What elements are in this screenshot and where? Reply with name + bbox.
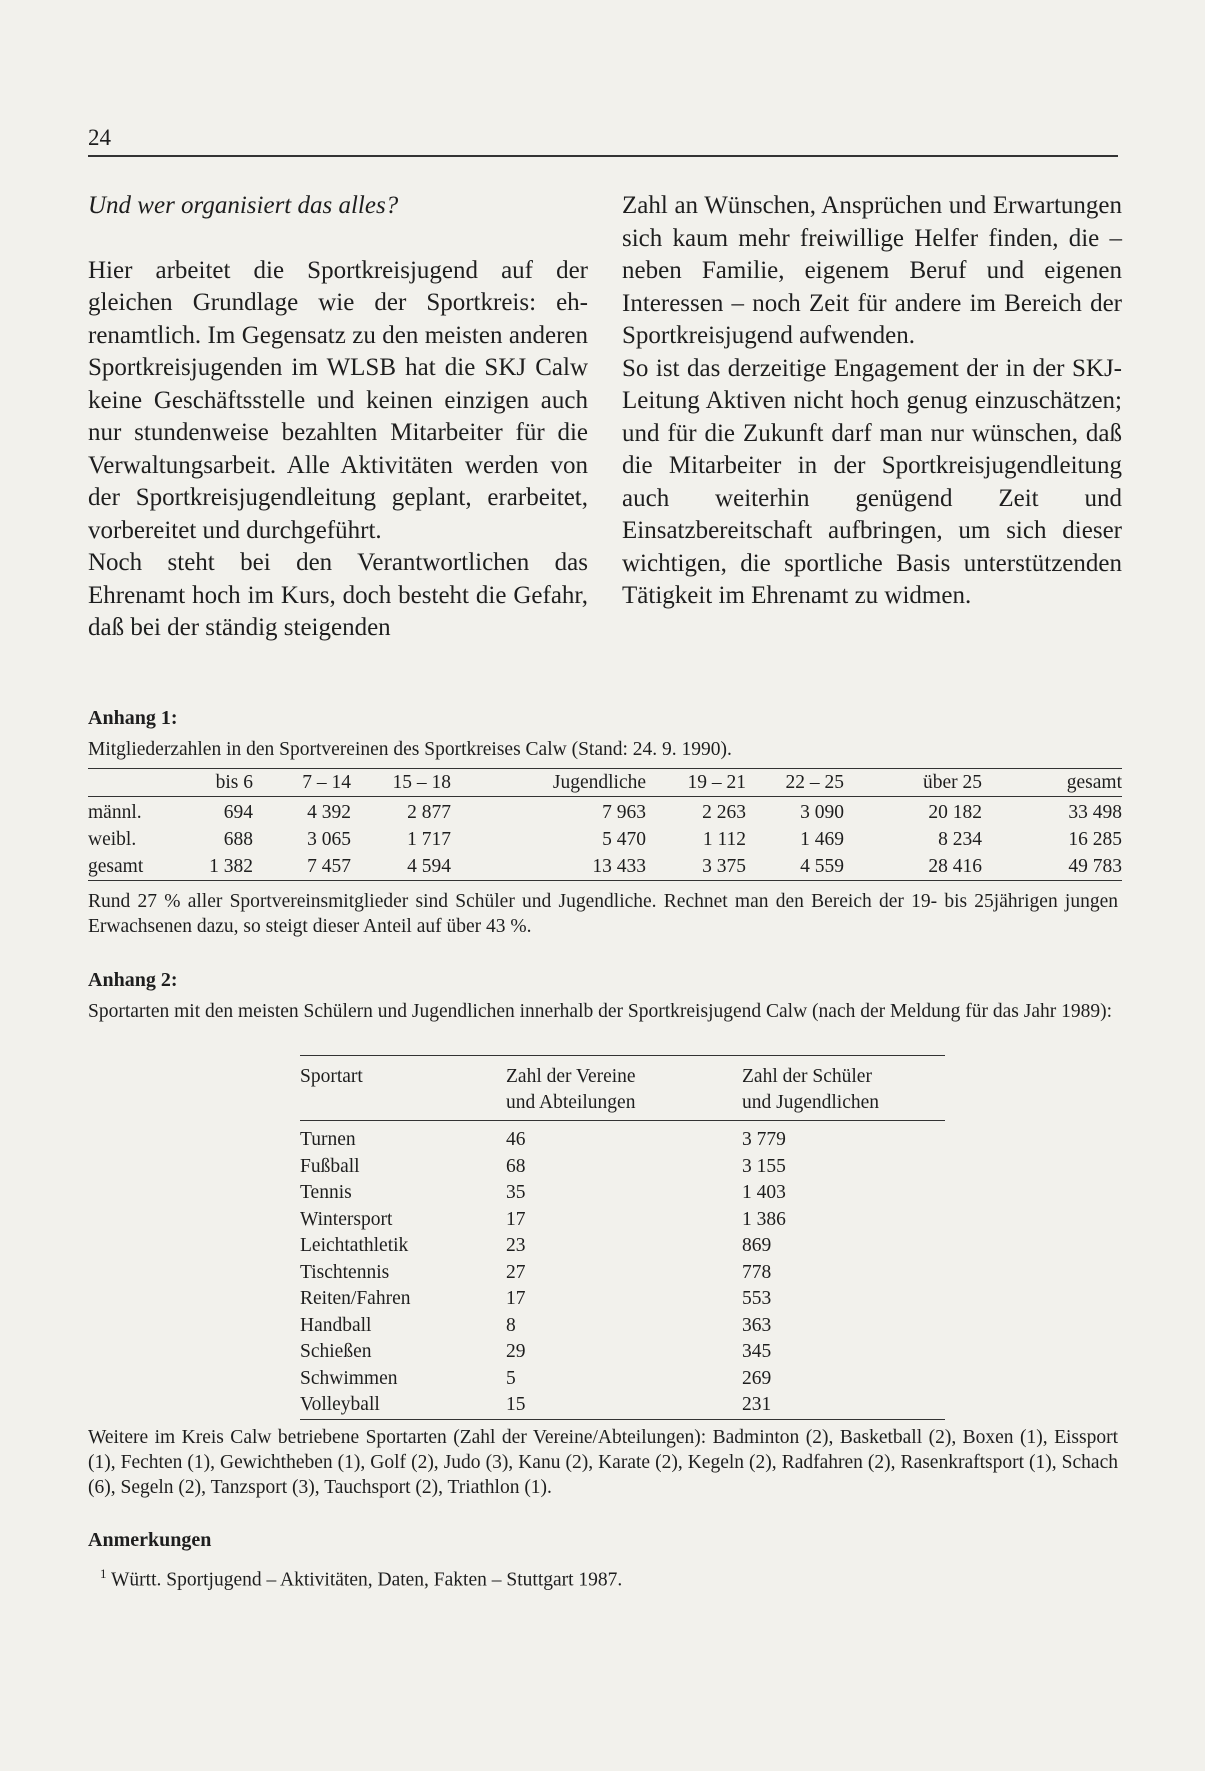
- table-cell: 3 375: [702, 856, 746, 877]
- anmerkungen-section: [88, 1527, 1118, 1593]
- table-row: [300, 1154, 945, 1181]
- table-cell: 3 090: [800, 802, 844, 823]
- header-rule: [88, 155, 1118, 157]
- table-cell: 363: [742, 1314, 772, 1336]
- table-row: [300, 1392, 945, 1419]
- header-vereine: Zahl der Vereine und Abteilungen: [506, 1066, 636, 1113]
- anmerkungen-title: Anmerkungen: [88, 1529, 212, 1551]
- table-cell: 5 470: [602, 829, 646, 850]
- right-paragraph-1: Zahl an Wünschen, Ansprüchen und Erwartungen sich kaum mehr freiwillige Helfer finden, die – neben Familie, eigenem Beruf und eigenen Interessen – noch Zeit für andere im Bereich der Sportkreisjugend aufwenden.: [622, 192, 1122, 349]
- header-cell: 7 – 14: [302, 772, 351, 793]
- table-cell: Handball: [300, 1314, 372, 1336]
- table-row: [88, 826, 1122, 853]
- table-row: [300, 1260, 945, 1287]
- table-cell: Tischtennis: [300, 1261, 390, 1283]
- table-cell: 13 433: [592, 856, 646, 877]
- table-cell: 16 285: [1068, 829, 1122, 850]
- anhang-1-caption: Mitgliederzahlen in den Sportvereinen des Sportkreises Calw (Stand: 24. 9. 1990).: [88, 739, 732, 760]
- table-cell: 7 963: [602, 802, 646, 823]
- anhang-1-title: Anhang 1:: [88, 707, 178, 729]
- table-cell: 1 112: [702, 829, 746, 850]
- table-row: [300, 1121, 945, 1154]
- table-cell: 3 155: [742, 1155, 786, 1177]
- table-cell: weibl.: [88, 829, 137, 850]
- table-cell: 29: [506, 1341, 526, 1362]
- table-cell: 17: [506, 1288, 526, 1309]
- table-cell: 778: [742, 1261, 772, 1283]
- membership-header-row: [88, 769, 1122, 797]
- left-paragraph-1: Hier arbeitet die Sportkreisjugend auf der gleichen Grundlage wie der Sportkreis: ehrenamtlich. Im Gegensatz zu den meisten anderen Sportkreisjugenden im WLSB hat die SKJ Calw keine Geschäftsstelle und keinen einzigen auch nur stundenweise bezahlten Mitarbeiter für die Verwaltungsarbeit. Alle Aktivitäten werden von der Sportkreisjugendleitung geplant, erarbeitet, vorbereitet und durchgeführt.: [88, 256, 588, 544]
- table-cell: 553: [742, 1288, 772, 1309]
- section-heading: Und wer organisiert das alles?: [88, 192, 399, 219]
- table-cell: 3 779: [742, 1129, 786, 1150]
- header-cell: 15 – 18: [392, 772, 451, 793]
- table-cell: 8 234: [938, 829, 982, 850]
- table-cell: 4 559: [800, 856, 844, 877]
- table-cell: Tennis: [300, 1182, 352, 1203]
- table-row: [300, 1207, 945, 1234]
- table-cell: 2 877: [407, 802, 451, 823]
- table-row: [300, 1233, 945, 1260]
- table-cell: 869: [742, 1235, 772, 1256]
- table-cell: 68: [506, 1155, 526, 1177]
- header-cell: über 25: [922, 772, 982, 793]
- table-cell: Leichtathletik: [300, 1235, 409, 1256]
- table-cell: 1 386: [742, 1208, 786, 1230]
- anhang-1-note: Rund 27 % aller Sportvereinsmitglieder sind Schüler und Jugendliche. Rechnet man den Bereich der 19- bis 25jährigen jungen Erwachsenen dazu, so steigt dieser Anteil auf über 43 %.: [88, 891, 1118, 937]
- header-cell: Jugendliche: [552, 772, 646, 793]
- header-cell: bis 6: [215, 772, 253, 793]
- header-cell: [88, 769, 183, 797]
- table-cell: 7 457: [307, 856, 351, 877]
- left-paragraph-2: Noch steht bei den Verantwortlichen das Ehrenamt hoch im Kurs, doch besteht die Gefahr, daß bei der ständig steigenden: [88, 549, 588, 641]
- right-paragraph-2: So ist das derzeitige Engagement der in der SKJ-Leitung Aktiven nicht hoch genug einzuschätzen; und für die Zukunft darf man nur wünschen, daß die Mitarbeiter in der Sportkreisjugendleitung auch weiterhin genügend Zeit und Einsatzbereitschaft aufbringen, um sich dieser wichtigen, die sportliche Basis unterstützenden Tätigkeit im Ehrenamt zu widmen.: [622, 354, 1122, 609]
- header-cell: 19 – 21: [687, 772, 746, 793]
- table-cell: 688: [223, 829, 253, 850]
- sports-table: [300, 1055, 945, 1420]
- table-row: [88, 797, 1122, 827]
- table-row: [300, 1366, 945, 1393]
- table-cell: Wintersport: [300, 1208, 393, 1230]
- table-cell: 20 182: [928, 802, 982, 823]
- anhang-1-section: [88, 705, 1122, 939]
- table-cell: 3 065: [307, 829, 351, 850]
- table-cell: 1 469: [800, 829, 844, 850]
- table-cell: 33 498: [1068, 802, 1122, 823]
- table-cell: 231: [742, 1394, 772, 1415]
- sports-table-wrapper: [300, 1055, 945, 1420]
- table-cell: 46: [506, 1129, 526, 1150]
- table-cell: 345: [742, 1341, 772, 1362]
- table-row: [300, 1313, 945, 1340]
- anhang-2-title: Anhang 2:: [88, 969, 178, 991]
- table-row: [300, 1339, 945, 1366]
- table-cell: 23: [506, 1235, 526, 1256]
- table-row: [300, 1180, 945, 1207]
- membership-table: [88, 768, 1122, 881]
- table-cell: 15: [506, 1394, 526, 1415]
- table-cell: 8: [506, 1314, 516, 1336]
- anhang-2-section: [88, 967, 1118, 1024]
- table-cell: 28 416: [928, 856, 982, 877]
- table-cell: 694: [223, 802, 253, 823]
- header-cell: 22 – 25: [785, 772, 844, 793]
- table-cell: Volleyball: [300, 1394, 380, 1415]
- table-cell: 27: [506, 1261, 526, 1283]
- table-row: [88, 853, 1122, 881]
- right-column: [622, 190, 1122, 613]
- table-cell: Schießen: [300, 1341, 372, 1362]
- table-cell: 5: [506, 1367, 516, 1389]
- table-cell: 17: [506, 1208, 526, 1230]
- table-cell: 49 783: [1068, 856, 1122, 877]
- table-cell: 4 392: [307, 802, 351, 823]
- footnote: [88, 1561, 1118, 1593]
- page-number: 24: [88, 125, 111, 150]
- footnote-text: Württ. Sportjugend – Aktivitäten, Daten, Fakten – Stuttgart 1987.: [111, 1569, 623, 1591]
- table-cell: Turnen: [300, 1129, 356, 1150]
- table-cell: 35: [506, 1182, 526, 1203]
- table-cell: 4 594: [407, 856, 451, 877]
- table-cell: 1 382: [209, 856, 253, 877]
- table-cell: Schwimmen: [300, 1367, 398, 1389]
- table-cell: gesamt: [88, 856, 144, 877]
- table-cell: 1 403: [742, 1182, 786, 1203]
- left-column: [88, 190, 588, 645]
- table-cell: männl.: [88, 802, 142, 823]
- table-cell: Fußball: [300, 1155, 360, 1177]
- table-cell: Reiten/Fahren: [300, 1288, 411, 1309]
- anhang-2-note: Weitere im Kreis Calw betriebene Sportarten (Zahl der Vereine/Abteilungen): Badminton (2), Basketball (2), Boxen (1), Eissport (1), Fechten (1), Gewichtheben (1), Golf (2), Judo (3), Kanu (2), Karate (2), Kegeln (2), Radfahren (2), Rasenkraftsport (1), Schach (6), Segeln (2), Tanzsport (3), Tauchsport (2), Triathlon (1).: [88, 1427, 1118, 1498]
- table-cell: 2 263: [702, 802, 746, 823]
- table-cell: 1 717: [407, 829, 451, 850]
- footnote-marker: 1: [100, 1566, 107, 1581]
- anhang-2-caption: Sportarten mit den meisten Schülern und Jugendlichen innerhalb der Sportkreisjugend Calw (nach der Meldung für das Jahr 1989):: [88, 1001, 1113, 1022]
- header-schueler: Zahl der Schüler und Jugendlichen: [742, 1066, 880, 1113]
- table-row: [300, 1286, 945, 1313]
- header-cell: gesamt: [1066, 772, 1122, 793]
- header-sportart: Sportart: [300, 1066, 363, 1087]
- sports-header-row: [300, 1056, 945, 1121]
- table-cell: 269: [742, 1367, 772, 1389]
